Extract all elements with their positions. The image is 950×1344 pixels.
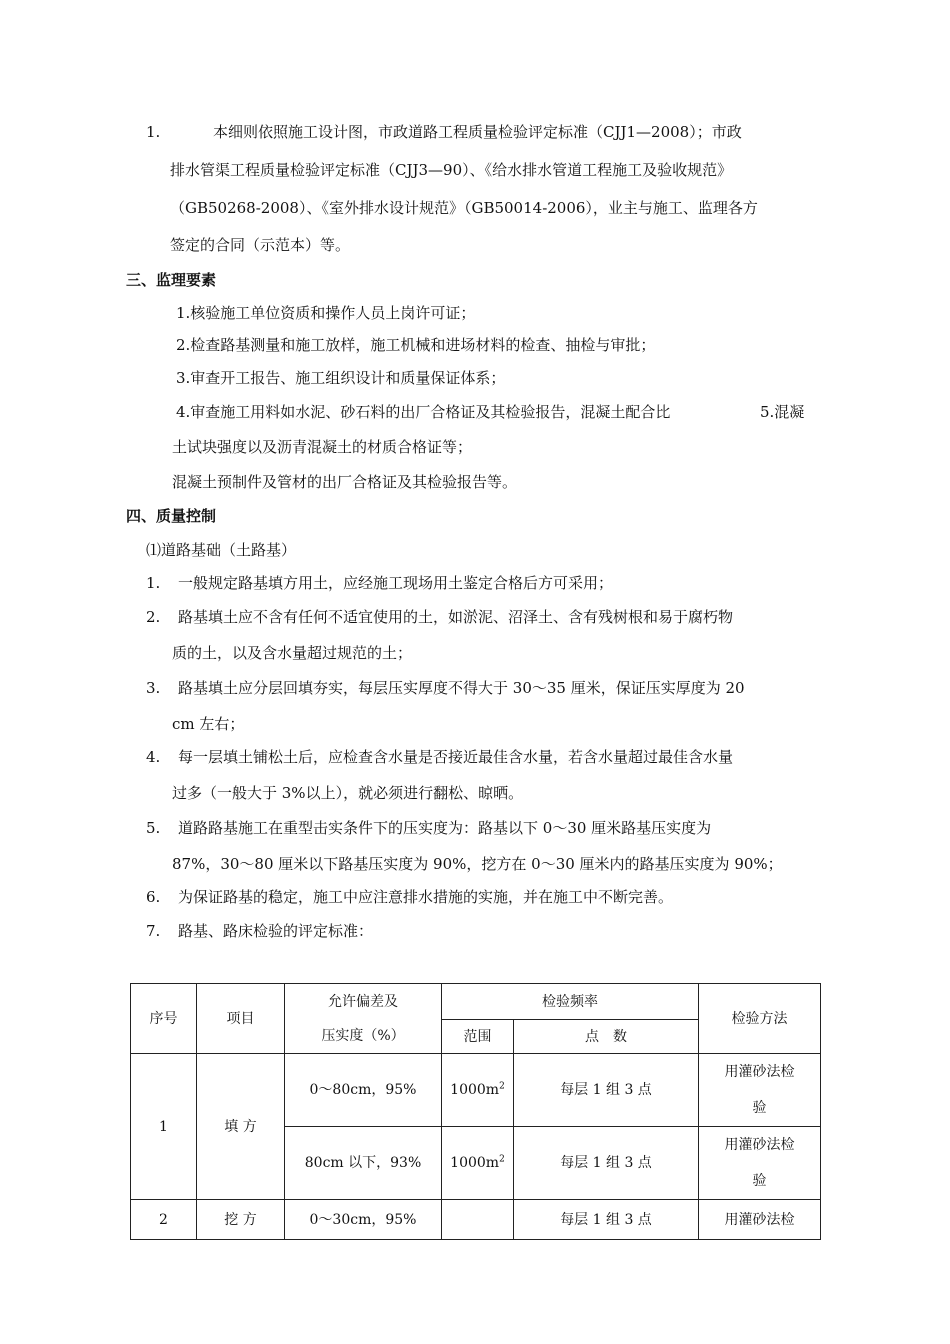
table-row <box>131 1200 821 1240</box>
section-heading: 四、质量控制 <box>126 507 217 525</box>
table-row <box>131 1054 821 1127</box>
list-item: 3.审查开工报告、施工组织设计和质量保证体系； <box>176 369 506 387</box>
cell-range <box>442 1127 514 1200</box>
list-item: 4.审查施工用料如水泥、砂石料的出厂合格证及其检验报告，混凝土配合比 <box>176 403 671 421</box>
list-item-continuation: 质的土，以及含水量超过规范的土； <box>172 644 413 662</box>
list-number: 4. <box>146 748 161 766</box>
cell-item: 填 方 <box>197 1054 285 1200</box>
list-item: 5.混凝 <box>760 403 805 421</box>
header-seq: 序号 <box>131 984 197 1054</box>
paragraph-line: （GB50268-2008）、《室外排水设计规范》（GB50014-2006），业主与施工、监理各方 <box>170 199 758 217</box>
header-tolerance-line: 压实度（%） <box>321 1027 405 1044</box>
list-number: 7. <box>146 922 161 940</box>
section-heading: 三、监理要素 <box>126 271 217 289</box>
cell-seq: 2 <box>131 1200 197 1240</box>
list-item-continuation: cm 左右； <box>172 715 245 733</box>
list-item: 1.核验施工单位资质和操作人员上岗许可证； <box>176 304 476 322</box>
list-item-continuation: 过多（一般大于 3%以上），就必须进行翻松、晾晒。 <box>172 784 524 802</box>
cell-points: 每层 1 组 3 点 <box>514 1200 699 1240</box>
inspection-standards-table <box>130 983 821 1240</box>
sub-heading: ⑴道路基础（土路基） <box>146 541 297 559</box>
header-item: 项目 <box>197 984 285 1054</box>
list-item-continuation: 87%，30～80 厘米以下路基压实度为 90%，挖方在 0～30 厘米内的路基压实度为 90%； <box>172 855 783 873</box>
list-item: 路基填土应分层回填夯实，每层压实厚度不得大于 30～35 厘米，保证压实厚度为 20 <box>178 679 745 697</box>
cell-tolerance: 0～30cm，95% <box>285 1200 442 1240</box>
list-number: 5. <box>146 819 161 837</box>
method-line: 用灌砂法检 <box>724 1064 795 1080</box>
header-points: 点 数 <box>514 1020 699 1054</box>
list-item: 一般规定路基填方用土，应经施工现场用土鉴定合格后方可采用； <box>178 574 614 592</box>
header-range: 范围 <box>442 1020 514 1054</box>
paragraph-line: 本细则依照施工设计图，市政道路工程质量检验评定标准（CJJ1—2008）；市政 <box>213 123 742 141</box>
list-item: 道路路基施工在重型击实条件下的压实度为：路基以下 0～30 厘米路基压实度为 <box>178 819 712 837</box>
range-superscript: 2 <box>499 1081 505 1092</box>
list-number: 3. <box>146 679 161 697</box>
list-item: 为保证路基的稳定，施工中应注意排水措施的实施，并在施工中不断完善。 <box>178 888 674 906</box>
header-frequency: 检验频率 <box>442 984 699 1020</box>
cell-range <box>442 1200 514 1240</box>
list-number: 6. <box>146 888 161 906</box>
list-item: 2.检查路基测量和施工放样，施工机械和进场材料的检查、抽检与审批； <box>176 336 656 354</box>
list-number: 1. <box>146 123 161 141</box>
list-item: 路基、路床检验的评定标准： <box>178 922 374 940</box>
list-number: 1. <box>146 574 161 592</box>
table-header-row <box>131 984 821 1020</box>
header-method: 检验方法 <box>699 984 821 1054</box>
cell-points: 每层 1 组 3 点 <box>514 1054 699 1127</box>
cell-tolerance: 80cm 以下，93% <box>285 1127 442 1200</box>
list-item: 每一层填土铺松土后，应检查含水量是否接近最佳含水量，若含水量超过最佳含水量 <box>178 748 734 766</box>
cell-range <box>442 1054 514 1127</box>
cell-tolerance: 0～80cm，95% <box>285 1054 442 1127</box>
header-tolerance <box>285 984 442 1054</box>
method-line: 验 <box>752 1173 767 1189</box>
cell-seq: 1 <box>131 1054 197 1200</box>
range-value: 1000m <box>450 1082 500 1098</box>
range-value: 1000m <box>450 1155 500 1171</box>
range-superscript: 2 <box>499 1154 505 1165</box>
method-line: 用灌砂法检 <box>724 1137 795 1153</box>
paragraph-line: 签定的合同（示范本）等。 <box>170 236 351 254</box>
list-item-continuation: 土试块强度以及沥青混凝土的材质合格证等； <box>172 438 473 456</box>
cell-method <box>699 1127 821 1200</box>
header-tolerance-line: 允许偏差及 <box>328 993 398 1010</box>
cell-item: 挖 方 <box>197 1200 285 1240</box>
cell-method <box>699 1054 821 1127</box>
list-item: 路基填土应不含有任何不适宜使用的土，如淤泥、沼泽土、含有残树根和易于腐朽物 <box>178 608 734 626</box>
list-number: 2. <box>146 608 161 626</box>
cell-points: 每层 1 组 3 点 <box>514 1127 699 1200</box>
paragraph-line: 排水管渠工程质量检验评定标准（CJJ3—90）、《给水排水管道工程施工及验收规范》 <box>170 161 733 179</box>
list-item-continuation: 混凝土预制件及管材的出厂合格证及其检验报告等。 <box>172 473 518 491</box>
cell-method: 用灌砂法检 <box>699 1200 821 1240</box>
method-line: 验 <box>752 1100 767 1116</box>
